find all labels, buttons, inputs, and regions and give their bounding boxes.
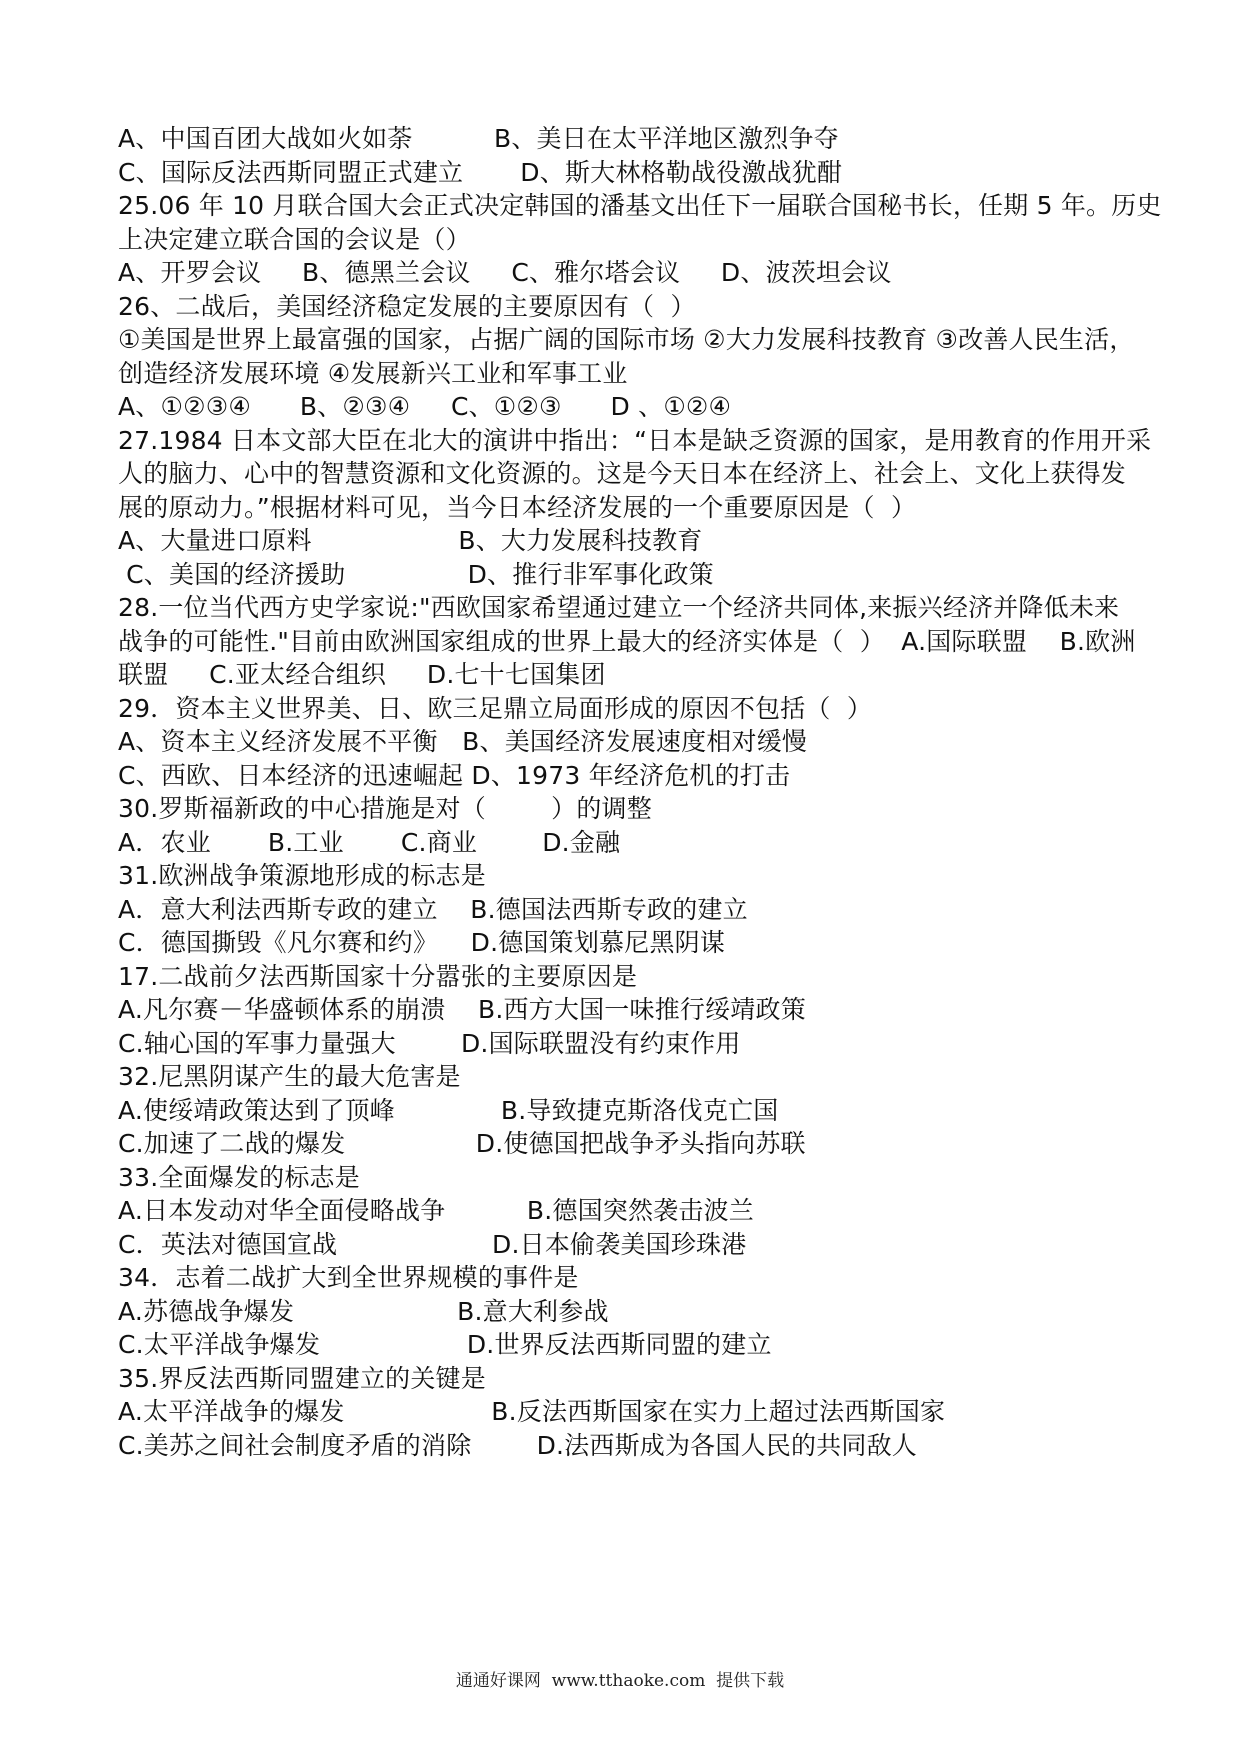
text-line: A、开罗会议 B、德黑兰会议 C、雅尔塔会议 D、波茨坦会议 (118, 258, 892, 287)
text-line: A.日本发动对华全面侵略战争 B.德国突然袭击波兰 (118, 1196, 754, 1225)
text-line: 33.全面爆发的标志是 (118, 1163, 360, 1192)
text-line: A、中国百团大战如火如荼 B、美日在太平洋地区激烈争夺 (118, 124, 839, 153)
text-line: 人的脑力、心中的智慧资源和文化资源的。这是今天日本在经济上、社会上、文化上获得发 (118, 459, 1127, 488)
text-line: C.美苏之间社会制度矛盾的消除 D.法西斯成为各国人民的共同敌人 (118, 1431, 917, 1460)
text-line: C.加速了二战的爆发 D.使德国把战争矛头指向苏联 (118, 1129, 806, 1158)
text-line: 34．志着二战扩大到全世界规模的事件是 (118, 1263, 579, 1292)
text-line: A．农业 B.工业 C.商业 D.金融 (118, 828, 621, 857)
text-line: C．英法对德国宣战 D.日本偷袭美国珍珠港 (118, 1230, 747, 1259)
text-line: 展的原动力。”根据材料可见，当今日本经济发展的一个重要原因是（ ） (118, 493, 917, 522)
text-line: C、国际反法西斯同盟正式建立 D、斯大林格勒战役激战犹酣 (118, 158, 843, 187)
text-line: C．德国撕毁《凡尔赛和约》 D.德国策划慕尼黑阴谋 (118, 928, 726, 957)
text-line: A、大量进口原料 B、大力发展科技教育 (118, 526, 703, 555)
text-line: 28.一位当代西方史学家说:"西欧国家希望通过建立一个经济共同体,来振兴经济并降低未来 (118, 593, 1120, 622)
text-line: C、美国的经济援助 D、推行非军事化政策 (118, 560, 714, 589)
text-line: A.使绥靖政策达到了顶峰 B.导致捷克斯洛伐克亡国 (118, 1096, 779, 1125)
text-line: 联盟 C.亚太经合组织 D.七十七国集团 (118, 660, 606, 689)
page-footer: 通通好课网 www.tthaoke.com 提供下载 (455, 1671, 785, 1691)
text-line: A．意大利法西斯专政的建立 B.德国法西斯专政的建立 (118, 895, 748, 924)
text-line: 26、二战后，美国经济稳定发展的主要原因有（ ） (118, 292, 696, 321)
text-line: 27.1984 日本文部大臣在北大的演讲中指出：“日本是缺乏资源的国家，是用教育的作用开采 (118, 426, 1152, 455)
text-line: 32.尼黑阴谋产生的最大危害是 (118, 1062, 461, 1091)
text-line: 战争的可能性."目前由欧洲国家组成的世界上最大的经济实体是（ ） A.国际联盟 B.欧洲 (118, 627, 1136, 656)
text-line: ①美国是世界上最富强的国家，占据广阔的国际市场 ②大力发展科技教育 ③改善人民生活， (118, 325, 1135, 354)
text-line: C.轴心国的军事力量强大 D.国际联盟没有约束作用 (118, 1029, 741, 1058)
text-line: 创造经济发展环境 ④发展新兴工业和军事工业 (118, 359, 628, 388)
text-line: A.太平洋战争的爆发 B.反法西斯国家在实力上超过法西斯国家 (118, 1397, 946, 1426)
text-line: A、①②③④ B、②③④ C、①②③ D 、①②④ (118, 392, 732, 421)
text-line: A.苏德战争爆发 B.意大利参战 (118, 1297, 609, 1326)
text-line: C.太平洋战争爆发 D.世界反法西斯同盟的建立 (118, 1330, 772, 1359)
text-line: 29．资本主义世界美、日、欧三足鼎立局面形成的原因不包括（ ） (118, 694, 873, 723)
text-line: A.凡尔赛－华盛顿体系的崩溃 B.西方大国一味推行绥靖政策 (118, 995, 806, 1024)
text-line: 上决定建立联合国的会议是（） (118, 225, 471, 254)
text-line: C、西欧、日本经济的迅速崛起 D、1973 年经济危机的打击 (118, 761, 791, 790)
text-line: 25.06 年 10 月联合国大会正式决定韩国的潘基文出任下一届联合国秘书长，任期 5 年。历史 (118, 191, 1162, 220)
text-line: A、资本主义经济发展不平衡 B、美国经济发展速度相对缓慢 (118, 727, 808, 756)
text-line: 30.罗斯福新政的中心措施是对（ ）的调整 (118, 794, 652, 823)
text-line: 35.界反法西斯同盟建立的关键是 (118, 1364, 486, 1393)
text-line: 17.二战前夕法西斯国家十分嚣张的主要原因是 (118, 962, 638, 991)
text-line: 31.欧洲战争策源地形成的标志是 (118, 861, 486, 890)
